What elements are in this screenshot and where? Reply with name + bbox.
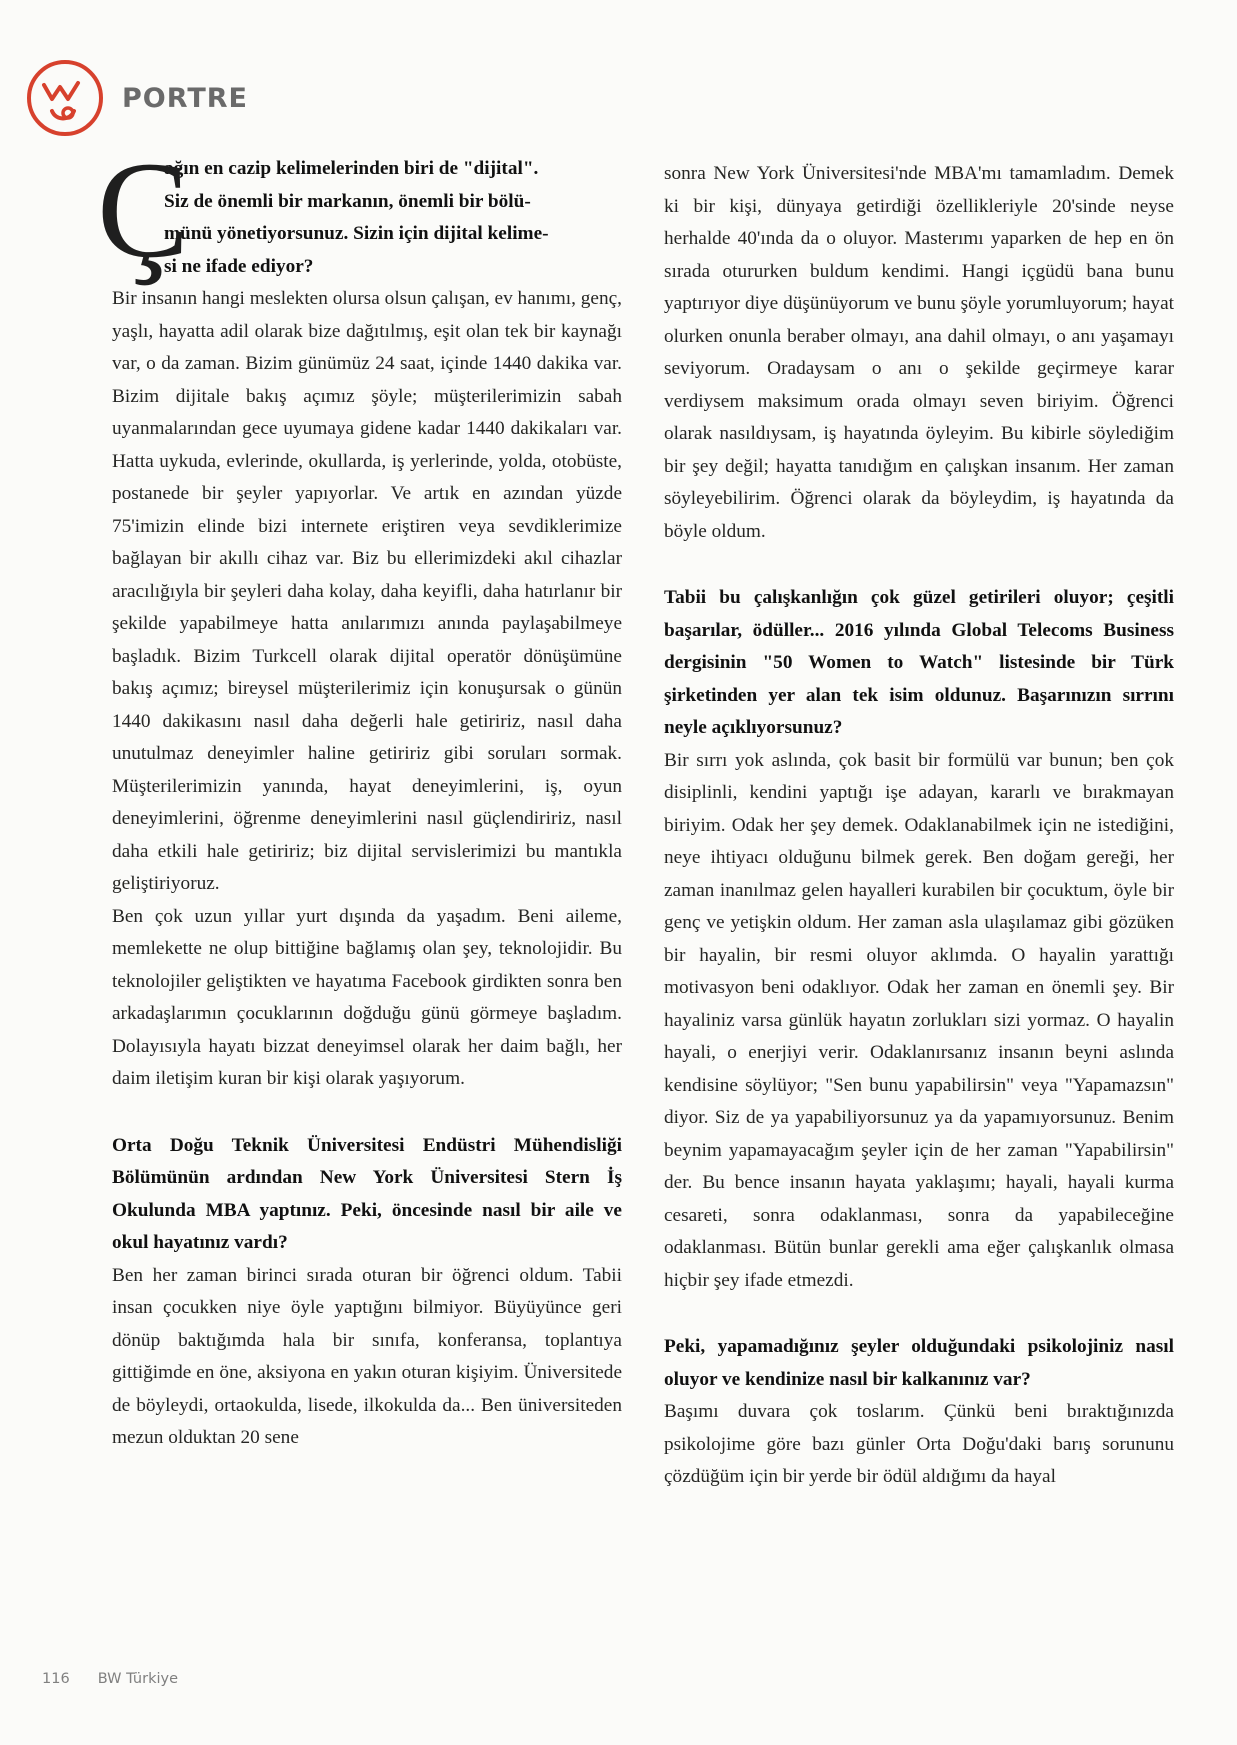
answer-1: Bir insanın hangi meslekten olursa olsun çalışan, ev hanımı, genç, yaşlı, hayatta adil olarak bize dağıtılmış, eşit olan tek bir kaynağı var, o da zaman. Bizim günümüz 24 saat, içinde 1440 dakika var. Bizim dijitale bakış açımız şöyle; müşterilerimizin sabah uyanmalarından gece uyumaya gidene kadar 1440 dakikaları var. Hatta uykuda, evlerinde, okullarda, iş yerlerinde, yolda, otobüste, postanede bir şeyler yapıyorlar. Ve artık en azından yüzde 75'imizin elinde bizi internete eriştiren veya sevdiklerimize bağlayan bir akıllı cihaz var. Biz bu ellerimizdeki akıl cihazlar aracılığıyla bir şeyleri daha kolay, daha keyifli, daha hatırlanır bir şekilde yapabilmeye hatta anılarımızı anında paylaşabilmeye başladık. Bizim Turkcell olarak dijital operatör dönüşümüne bakış açımız; bireysel müşterilerimiz için konuşursak o günün 1440 dakikasını nasıl daha değerli hale getiririz, nasıl daha unutulmaz deneyimler haline getiririz gibi soruları sormak. Müşterilerimizin yanında, hayat deneyimlerini, iş, oyun deneyimlerini, öğrenme deneyimlerini nasıl güçlendiririz, nasıl daha etkili hale getiririz; biz dijital servislerimizi bu mantıkla geliştiriyoruz. bbox=[112, 288, 622, 894]
question-2: Orta Doğu Teknik Üniversitesi Endüstri Mühendisliği Bölümünün ardından New York Üniversitesi Stern İş Okulunda MBA yaptınız. Peki, öncesinde nasıl bir aile ve okul hayatınız vardı? bbox=[112, 1134, 622, 1253]
drop-cap: Ç bbox=[97, 133, 190, 286]
answer-2-continued: sonra New York Üniversitesi'nde MBA'mı tamamladım. Demek ki bir kişi, dünyaya getirdiği özellikleriyle 20'sinde neyse herhalde 40'ında da o oluyor. Masterımı yaparken de hep en ön sırada otururken buldum kendimi. Hangi içgüdü bana bunu yaptırıyor diye düşünüyorum ve bunu şöyle yorumluyorum; hayat olurken onunla beraber olmayı, ana dahil olmayı, o anı yaşamayı seviyorum. Oradaysam o anı o şekilde geçirmeye karar verdiysem maksimum orada olmayı seven biriyim. Öğrenci olarak nasıldıysam, iş hayatında öyleyim. Bu kibirle söylediğim bir şey değil; hayatta tanıdığım en çalışkan insanım. Her zaman söyleyebilirim. Öğrenci olarak da böyleydim, iş hayatında da böyle oldum. bbox=[664, 163, 1174, 542]
answer-3: Bir sırrı yok aslında, çok basit bir formülü var bunun; ben çok disiplinli, kendini yaptığı işe adayan, kararlı ve bırakmayan biriyim. Odak her şey demek. Odaklanabilmek için ne istediğini, neye ihtiyacı olduğunu bilmek gerek. Ben doğam gereği, her zaman inanılmaz gelen hayalleri kurabilen bir çocuktum, öyle bir genç ve yetişkin oldum. Her zaman asla ulaşılamaz gibi gözüken bir hayalin, bir resmi oluyor aklımda. O hayalin yarattığı motivasyon beni odaklıyor. Odak her zaman en önemli şey. Bir hayaliniz varsa günlük hayatın zorlukları sizi yormaz. O hayalin hayali, o enerjiyi verir. Odaklanırsanız insanın beyni aslında kendisine söylüyor; "Sen bunu yapabilirsin" veya "Yapamazsın" diyor. Siz de ya yapabiliyorsunuz ya da yapamıyorsunuz. Benim beynim yapamayacağım şeyler için de her zaman "Yapabilirsin" der. Bu bence insanın hayata yaklaşımı; hayali, hayali kurma cesareti, sonra odaklanması, sonra da yapabileceğine odaklanması. Bütün bunlar gerekli ama eğer çalışkanlık olmasa hiçbir şey ifade etmezdi. bbox=[664, 749, 1174, 1291]
article-column-left bbox=[97, 133, 622, 1455]
question-3: Tabii bu çalışkanlığın çok güzel getirileri oluyor; çeşitli başarılar, ödüller... 2016 yılında Global Telecoms Business dergisinin "50 Women to Watch" listesinde bir Türk şirketinden yer alan tek isim oldunuz. Başarınızın sırrını neyle açıklıyorsunuz? bbox=[664, 587, 1174, 738]
question-4: Peki, yapamadığınız şeyler olduğundaki psikolojiniz nasıl oluyor ve kendinize nasıl bir kalkanınız var? bbox=[664, 1336, 1174, 1390]
answer-1-continued: Ben çok uzun yıllar yurt dışında da yaşadım. Beni aileme, memlekette ne olup bittiğine bağlamış olan şey, teknolojidir. Bu teknolojiler geliştikten ve hayatıma Facebook girdikten sonra ben arkadaşlarımın çocuklarının doğduğu günü görmeye başladım. Dolayısıyla hayatı bizzat deneyimsel olarak her daim bağlı, her daim iletişim kuran bir kişi olarak yaşıyorum. bbox=[112, 905, 622, 1089]
answer-4: Başımı duvara çok toslarım. Çünkü beni bıraktığınızda psikolojime göre bazı günler Orta Doğu'daki barış sorununu çözdüğüm için bir yerde bir ödül aldığımı da hayal bbox=[664, 1401, 1174, 1487]
publication-name: BW Türkiye bbox=[97, 1671, 179, 1687]
article-column-right bbox=[664, 158, 1174, 1494]
bw-logo-icon bbox=[22, 55, 108, 141]
answer-2: Ben her zaman birinci sırada oturan bir öğrenci oldum. Tabii insan çocukken niye öyle yaptığını bilmiyor. Büyüyünce geri dönüp baktığımda hala bir sınıfa, konferansa, toplantıya gittiğimde en öne, aksiyona en yakın oturan kişiyim. Üniversitede de böyleydi, ortaokulda, lisede, ilkokulda da... Ben üniversiteden mezun olduktan 20 sene bbox=[112, 1264, 622, 1448]
page-number: 116 bbox=[42, 1671, 70, 1687]
question-1 bbox=[97, 133, 622, 286]
page-footer bbox=[42, 1671, 178, 1687]
question-1-line: si ne ifade ediyor? bbox=[164, 255, 314, 277]
question-1-line: münü yönetiyorsunuz. Sizin için dijital kelime- bbox=[164, 223, 549, 244]
question-1-line: ağın en cazip kelimelerinden biri de "dijital". bbox=[164, 158, 539, 179]
section-title: PORTRE bbox=[122, 82, 248, 114]
question-1-line: Siz de önemli bir markanın, önemli bir bölü- bbox=[164, 190, 531, 212]
